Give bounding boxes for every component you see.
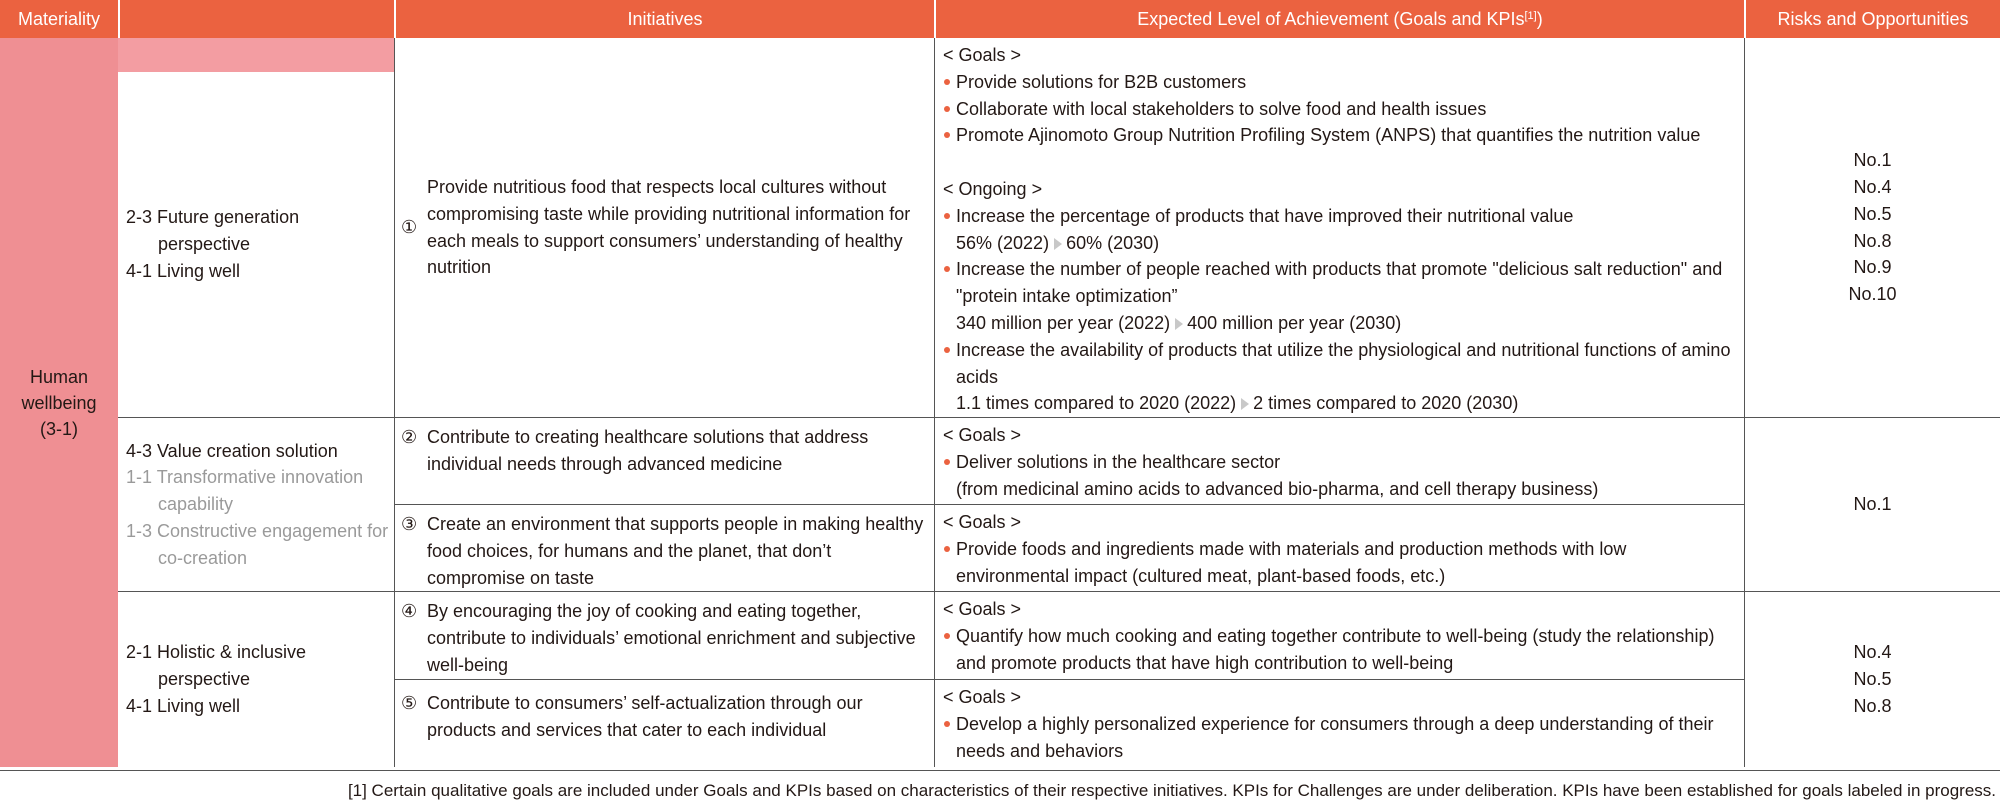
goals-initiative-5: < Goals > Develop a highly personalized experience for consumers through a deep understanding of their needs and behaviors <box>934 679 1744 767</box>
initiative-5: ⑤ Contribute to consumers’ self-actualization through our products and services that cater to each individual <box>394 679 934 767</box>
header-initiatives: Initiatives <box>394 0 934 38</box>
arrow-right-icon <box>1241 398 1249 410</box>
materiality-group-2: 4-3 Value creation solution 1-1 Transformative innovation capability 1-3 Constructive engagement for co-creation <box>118 417 394 591</box>
risks-group-2: No.1 <box>1744 417 2000 591</box>
risks-group-3: No.4 No.5 No.8 <box>1744 591 2000 767</box>
category-top-strip <box>118 38 394 72</box>
initiative-1: ① Provide nutritious food that respects local cultures without compromising taste while providing nutritional information for each meals to support consumers’ understanding of healthy nutrition <box>394 38 934 417</box>
goals-initiative-4: < Goals > Quantify how much cooking and eating together contribute to well-being (study the relationship) and promote products that have high contribution to well-being <box>934 591 1744 679</box>
materiality-group-1: 2-3 Future generation perspective 4-1 Living well <box>118 72 394 417</box>
header-risks: Risks and Opportunities <box>1744 0 2000 38</box>
initiative-2: ② Contribute to creating healthcare solutions that address individual needs through advanced medicine <box>394 417 934 504</box>
risks-group-1: No.1 No.4 No.5 No.8 No.9 No.10 <box>1744 38 2000 417</box>
header-materiality: Materiality <box>0 0 118 38</box>
header-expected: Expected Level of Achievement (Goals and KPIs [1] ) <box>934 0 1744 38</box>
table-bottom-rule <box>0 770 2000 771</box>
materiality-group-3: 2-1 Holistic & inclusive perspective 4-1 Living well <box>118 591 394 767</box>
arrow-right-icon <box>1054 238 1062 250</box>
kpi-2: 340 million per year (2022) 400 million per year (2030) <box>956 312 1402 333</box>
initiative-3: ③ Create an environment that supports people in making healthy food choices, for humans and the planet, that don’t compromise on taste <box>394 504 934 591</box>
initiative-4: ④ By encouraging the joy of cooking and eating together, contribute to individuals’ emotional enrichment and subjective well-being <box>394 591 934 679</box>
kpi-1: 56% (2022) 60% (2030) <box>956 232 1160 253</box>
category-human-wellbeing: Human wellbeing (3-1) <box>0 38 118 767</box>
goals-initiative-1: < Goals > Provide solutions for B2B customers Collaborate with local stakeholders to solve food and health issues Promote Ajinomoto Group Nutrition Profiling System (ANPS) that quantifies the nutrition value < Ongoing > Increase the percentage of products that have improved their nutritional value 56% (2022) 60% (2030) Increase the number of people reached with products that promote "delicious salt reduction" and "protein intake optimization” 340 million per year (2022) 400 million per year (2030) Increase the availability of products that utilize the physiological and nutritional functions of amino acids 1.1 times compared to 2020 (2022) 2 times compared to 2020 (2030) <box>934 38 1744 417</box>
goals-initiative-2: < Goals > Deliver solutions in the healthcare sector (from medicinal amino acids to advanced bio-pharma, and cell therapy business) <box>934 417 1744 504</box>
kpi-3: 1.1 times compared to 2020 (2022) 2 times compared to 2020 (2030) <box>956 393 1519 414</box>
goals-initiative-3: < Goals > Provide foods and ingredients made with materials and production methods with low environmental impact (cultured meat, plant-based foods, etc.) <box>934 504 1744 591</box>
footnote: [1] Certain qualitative goals are included under Goals and KPIs based on characteristics of their respective initiatives. KPIs for Challenges are under deliberation. KPIs have been established for goals labeled in progress. <box>347 781 1996 800</box>
arrow-right-icon <box>1175 318 1183 330</box>
